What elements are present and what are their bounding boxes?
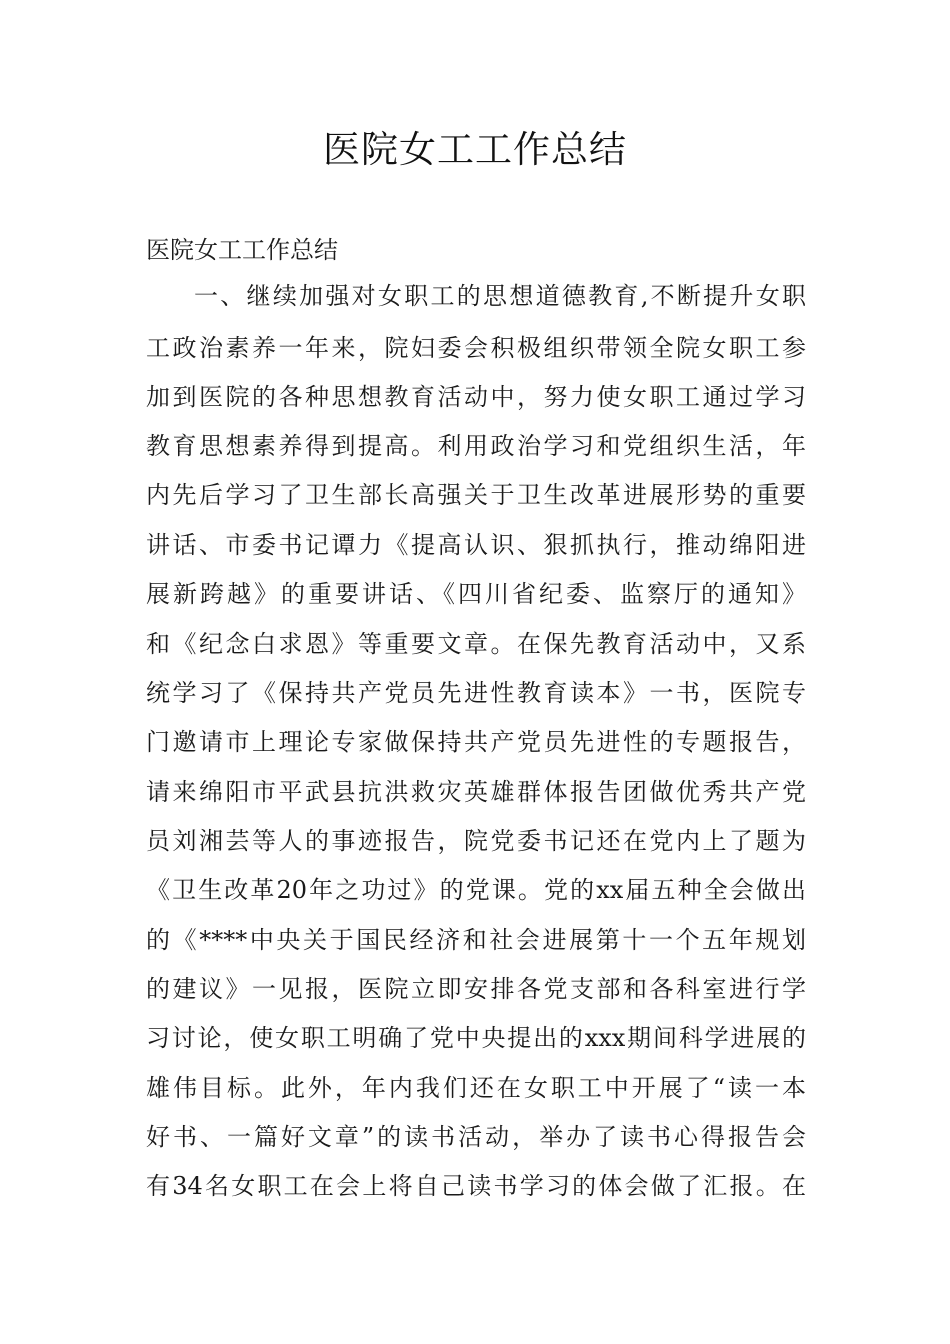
body-line: 有34名女职工在会上将自己读书学习的体会做了汇报。在 [146,1172,806,1200]
body-line: 员刘湘芸等人的事迹报告，院党委书记还在党内上了题为 [146,827,806,855]
body-line: 一、继续加强对女职工的思想道德教育,不断提升女职 [194,282,806,310]
body-line: 加到医院的各种思想教育活动中，努力使女职工通过学习 [146,383,806,411]
body-line: 习讨论，使女职工明确了党中央提出的xxx期间科学进展的 [146,1024,806,1052]
body-line: 的《****中央关于国民经济和社会进展第十一个五年规划 [146,926,806,954]
body-line: 门邀请市上理论专家做保持共产党员先进性的专题报告， [146,728,806,756]
body-line: 《卫生改革20年之功过》的党课。党的xx届五种全会做出 [146,876,806,904]
body-line: 教育思想素养得到提高。利用政治学习和党组织生活，年 [146,432,806,460]
body-line: 的建议》一见报，医院立即安排各党支部和各科室进行学 [146,975,806,1003]
body-line: 请来绵阳市平武县抗洪救灾英雄群体报告团做优秀共产党 [146,778,806,806]
body-line: 展新跨越》的重要讲话、《四川省纪委、监察厅的通知》 [146,580,806,608]
document-title: 医院女工工作总结 [323,128,627,171]
body-line: 讲话、市委书记谭力《提高认识、狠抓执行，推动绵阳进 [146,531,806,559]
body-line: 工政治素养一年来，院妇委会积极组织带领全院女职工参 [146,334,806,362]
body-line: 统学习了《保持共产党员先进性教育读本》一书，医院专 [146,679,806,707]
body-line: 好书、一篇好文章”的读书活动，举办了读书心得报告会 [146,1123,806,1151]
document-subtitle: 医院女工工作总结 [146,236,338,264]
body-line: 和《纪念白求恩》等重要文章。在保先教育活动中，又系 [146,630,806,658]
body-line: 内先后学习了卫生部长高强关于卫生改革进展形势的重要 [146,481,806,509]
body-line: 雄伟目标。此外，年内我们还在女职工中开展了“读一本 [146,1074,806,1102]
